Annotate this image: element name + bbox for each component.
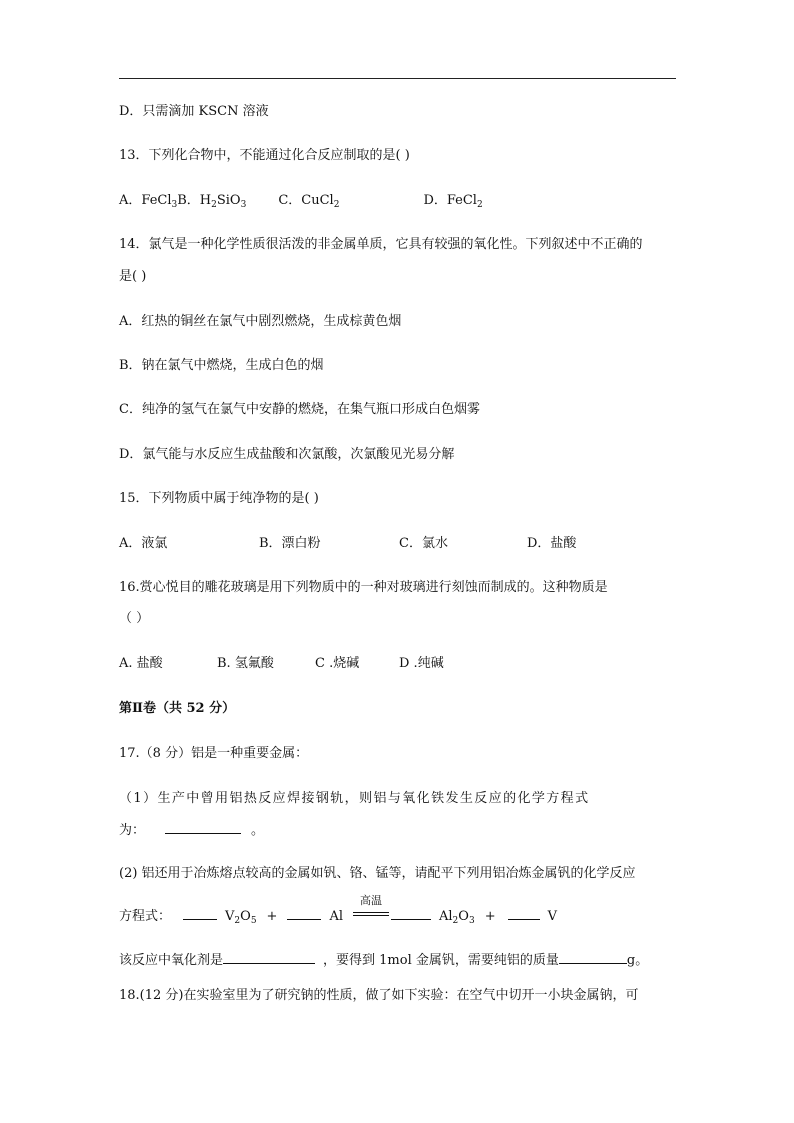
q13-option-c: C．CuCl$_2$ [278,193,340,210]
q15-option-d: D．盐酸 [527,536,577,551]
q18-stem: 18.(12 分)在实验室里为了研究钠的性质，做了如下实验：在空气中切开一小块金属钠，可 [119,988,639,1003]
oxidant-blank[interactable] [223,951,315,964]
aluminum-mass-blank[interactable] [559,951,627,964]
q16-stem-line2: （ ） [119,611,150,626]
q15-option-b: B．漂白粉 [259,536,321,551]
coefficient-blank-v2o5[interactable] [183,907,217,920]
section-2-title: 第Ⅱ卷（共 52 分） [119,701,236,716]
formula-v2o5: $V_2O_5$ [225,909,257,926]
reaction-condition: 高温 [360,894,382,907]
q15-option-c: C．氯水 [399,536,448,551]
q13-options [119,192,483,210]
q17-equation: 方程式： $V_2O_5 + Al$ 高温 $Al_2O_3 + V$ [119,894,557,926]
q14-option-b: B．钠在氯气中燃烧，生成白色的烟 [119,358,324,373]
answer-blank[interactable] [165,821,241,834]
coefficient-blank-al[interactable] [287,907,321,920]
q13-option-b: B．$H_2SiO_3$ [177,193,247,210]
q14-option-a: A．红热的铜丝在氯气中剧烈燃烧，生成棕黄色烟 [119,314,402,329]
q16-option-d: D .纯碱 [399,656,444,671]
q17-part2-line1: (2) 铝还用于冶炼熔点较高的金属如钒、铬、锰等，请配平下列用铝冶炼金属钒的化学反应 [119,866,636,881]
q15-stem: 15．下列物质中属于纯净物的是( ) [119,491,319,506]
coefficient-blank-v[interactable] [508,907,540,920]
q12-option-d: D．只需滴加 KSCN 溶液 [119,104,269,119]
q16-option-a: A. 盐酸 [119,656,163,671]
header-rule [119,78,676,79]
q17-stem: 17.（8 分）铝是一种重要金属： [119,746,309,761]
formula-al2o3: $Al_2O_3$ [439,909,475,926]
q14-option-d: D．氯气能与水反应生成盐酸和次氯酸，次氯酸见光易分解 [119,447,455,462]
q14-option-c: C．纯净的氢气在氯气中安静的燃烧，在集气瓶口形成白色烟雾 [119,402,480,417]
reaction-arrow [353,894,389,920]
q17-part1-line1: （1）生产中曾用铝热反应焊接钢轨，则铝与氧化铁发生反应的化学方程式 [119,791,590,806]
q13-stem: 13．下列化合物中，不能通过化合反应制取的是( ) [119,148,410,163]
q16-stem-line1: 16.赏心悦目的雕花玻璃是用下列物质中的一种对玻璃进行刻蚀而制成的。这种物质是 [119,580,608,595]
q16-option-c: C .烧碱 [315,656,360,671]
q17-part1-line2: 为： 。 [119,823,265,838]
q13-option-d: D．FeCl$_2$ [423,193,483,210]
coefficient-blank-al2o3[interactable] [391,907,431,920]
q17-part3: 该反应中氧化剂是 ，要得到 1mol 金属钒，需要纯铝的质量 g。 [119,953,649,968]
q14-stem-line1: 14．氯气是一种化学性质很活泼的非金属单质，它具有较强的氧化性。下列叙述中不正确的 [119,237,643,252]
q16-option-b: B. 氢氟酸 [217,656,274,671]
q13-option-a: A．FeCl$_3$ [119,193,178,210]
q15-option-a: A．液氯 [119,536,168,551]
q14-stem-line2: 是( ) [119,269,147,284]
